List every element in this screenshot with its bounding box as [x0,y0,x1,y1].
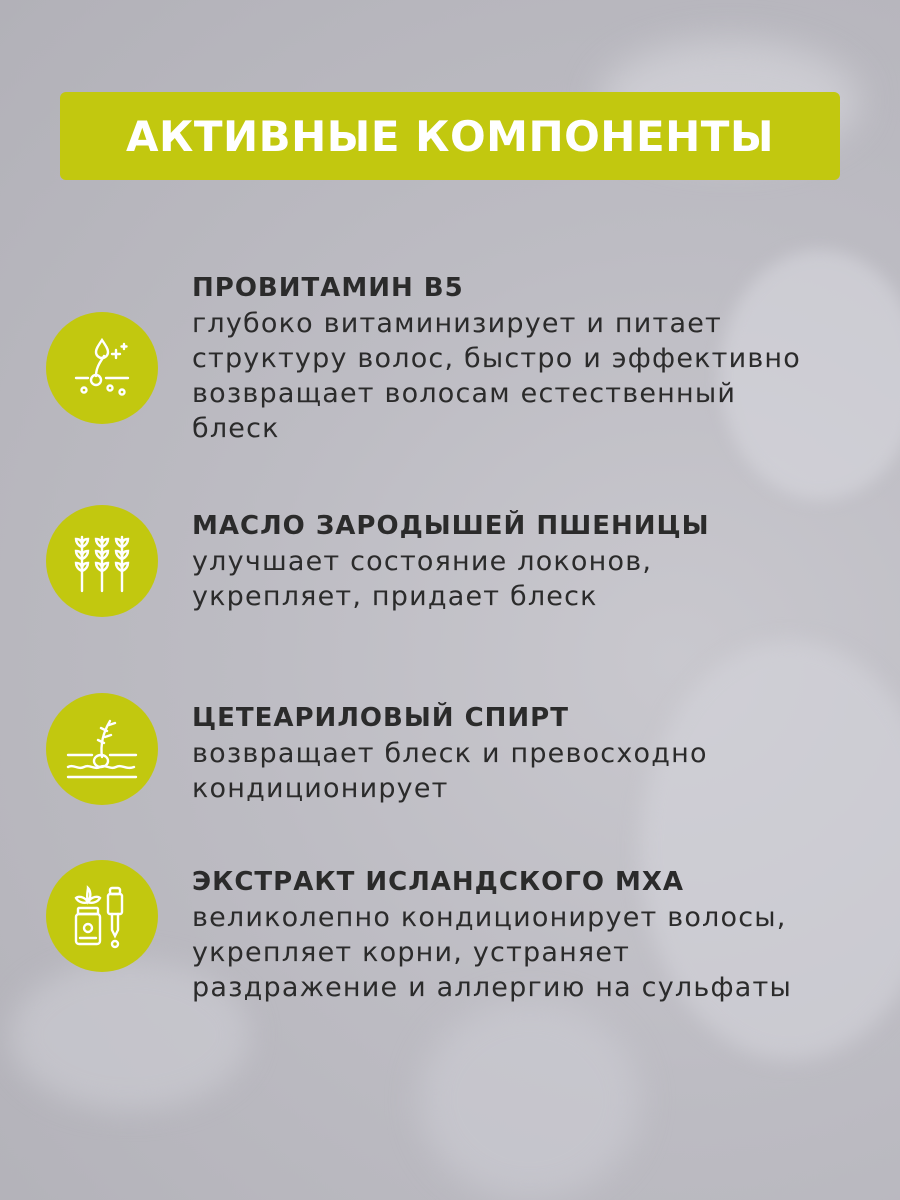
banner-title: АКТИВНЫЕ КОМПОНЕНТЫ [126,111,774,161]
item-desc-line: великолепно кондиционирует волосы, [192,902,787,933]
item-desc-line: улучшает состояние локонов, [192,546,653,577]
item-title: ЦЕТЕАРИЛОВЫЙ СПИРТ [192,703,569,733]
background-bubble [420,1000,640,1200]
item-desc-line: укрепляет, придает блеск [192,581,598,612]
item-desc-line: раздражение и аллергию на сульфаты [192,972,792,1003]
item-desc-line: блеск [192,413,280,444]
wheat-icon [46,505,158,617]
hair-follicle-icon [46,693,158,805]
herbal-extract-icon [46,860,158,972]
item-desc-line: структуру волос, быстро и эффективно [192,343,802,374]
item-title: ПРОВИТАМИН В5 [192,273,464,303]
item-title: ЭКСТРАКТ ИСЛАНДСКОГО МХА [192,867,685,897]
item-title: МАСЛО ЗАРОДЫШЕЙ ПШЕНИЦЫ [192,511,710,541]
hair-drop-icon [46,312,158,424]
item-desc-line: возвращает волосам естественный [192,378,737,409]
item-desc-line: возвращает блеск и превосходно [192,738,708,769]
item-desc-line: укрепляет корни, устраняет [192,937,631,968]
item-desc-line: кондиционирует [192,773,449,804]
title-banner [60,92,840,180]
item-desc-line: глубоко витаминизирует и питает [192,308,722,339]
